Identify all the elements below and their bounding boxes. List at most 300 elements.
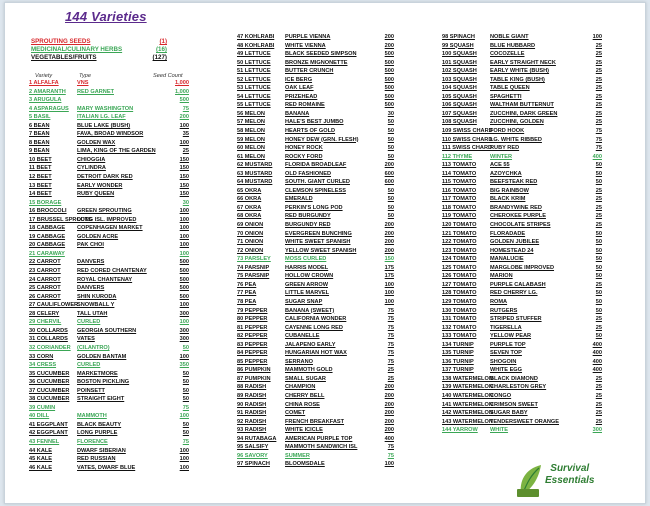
logo-line-2: Essentials — [545, 475, 595, 486]
variety-row — [237, 204, 417, 213]
seed-count: 50 — [595, 247, 602, 254]
variety-row — [29, 224, 209, 233]
seed-count: 50 — [182, 379, 189, 386]
variety-type: MANALUCIE — [490, 256, 524, 263]
variety-row — [237, 59, 417, 68]
variety-name: 135 TURNIP — [442, 350, 474, 357]
variety-row — [442, 204, 622, 213]
variety-type: SMALL SUGAR — [285, 375, 326, 382]
variety-type: ROCKY FORD — [285, 153, 323, 160]
variety-row — [29, 122, 209, 131]
variety-type: CHEROKEE PURPLE — [490, 213, 546, 220]
variety-type: RUBY RED — [490, 145, 520, 152]
variety-name: 122 TOMATO — [442, 239, 477, 246]
variety-row — [237, 341, 417, 350]
variety-row — [442, 401, 622, 410]
variety-name: 73 PARSLEY — [237, 256, 271, 263]
seed-count: 25 — [595, 316, 602, 323]
variety-type: BANANA (SWEET) — [285, 307, 335, 314]
variety-type: POINSETT — [77, 387, 105, 394]
seed-count: 25 — [595, 93, 602, 100]
variety-name: 49 LETTUCE — [237, 51, 271, 58]
variety-row — [237, 144, 417, 153]
variety-row — [442, 195, 622, 204]
variety-type: BLACK KRIM — [490, 196, 526, 203]
variety-type: WHITE — [490, 427, 509, 434]
variety-type: MAMMOTH SANDWICH ISL — [285, 444, 358, 451]
variety-row — [237, 118, 417, 127]
seed-count: 75 — [387, 333, 394, 340]
variety-type: LG. WHITE RIBBED — [490, 136, 542, 143]
seed-count: 50 — [387, 128, 394, 135]
seed-count: 400 — [592, 153, 602, 160]
variety-type: ZUCCHINI, GOLDEN — [490, 119, 544, 126]
seed-count: 175 — [384, 264, 394, 271]
variety-type: ICE BERG — [285, 76, 313, 83]
variety-type: LIMA, KING OF THE GARDEN — [77, 148, 156, 155]
seed-count: 25 — [595, 222, 602, 229]
variety-name: 123 TOMATO — [442, 247, 477, 254]
variety-name: 76 PEA — [237, 281, 257, 288]
variety-type: BIG RAINBOW — [490, 187, 529, 194]
variety-row — [237, 230, 417, 239]
variety-type: LITTLE MARVEL — [285, 290, 330, 297]
variety-row — [29, 429, 209, 438]
variety-type: CRIMSON SWEET — [490, 401, 538, 408]
variety-row — [442, 418, 622, 427]
seed-count: 100 — [179, 456, 189, 463]
variety-type: CHERRY BELL — [285, 392, 325, 399]
variety-row — [29, 250, 209, 259]
variety-row — [29, 464, 209, 473]
logo-line-1: Survival — [550, 463, 590, 474]
variety-row — [237, 93, 417, 102]
variety-type: GEORGIA SOUTHERN — [77, 327, 137, 334]
variety-type — [77, 404, 158, 413]
seed-count: 150 — [179, 156, 189, 163]
variety-type: GREEN SPROUTING — [77, 208, 132, 215]
category-herbs — [31, 46, 167, 54]
variety-name: 136 TURNIP — [442, 358, 474, 365]
variety-name: 137 TURNIP — [442, 367, 474, 374]
variety-name: 90 RADISH — [237, 401, 267, 408]
variety-name: 71 ONION — [237, 239, 264, 246]
logo-text — [545, 463, 594, 487]
variety-row — [29, 395, 209, 404]
variety-row — [237, 315, 417, 324]
variety-name: 4 ASPARAGUS — [29, 105, 69, 112]
variety-name: 26 CARROT — [29, 293, 61, 300]
seed-count: 200 — [384, 162, 394, 169]
variety-row — [442, 144, 622, 153]
seed-count: 50 — [387, 204, 394, 211]
variety-row — [237, 409, 417, 418]
variety-type: VNS — [77, 80, 89, 86]
seed-count: 150 — [179, 165, 189, 172]
seed-count: 500 — [179, 259, 189, 266]
variety-row — [29, 113, 209, 122]
variety-type: BURGUNDY RED — [285, 222, 331, 229]
variety-name: 109 SWISS CHARD — [442, 128, 493, 135]
variety-type: GOLDEN ACRE — [77, 233, 119, 240]
variety-type: GREEN ARROW — [285, 281, 328, 288]
variety-type: BLUE HUBBARD — [490, 42, 536, 49]
seed-count: 75 — [182, 404, 189, 411]
variety-name: 132 TOMATO — [442, 324, 477, 331]
variety-row — [237, 153, 417, 162]
variety-row — [29, 147, 209, 156]
variety-name: 91 RADISH — [237, 410, 267, 417]
variety-type: WHITE EGG — [490, 367, 523, 374]
seed-count: 50 — [595, 273, 602, 280]
seed-count: 100 — [179, 413, 189, 420]
variety-type: ROMA — [490, 298, 508, 305]
variety-row — [237, 349, 417, 358]
seed-count: 200 — [384, 42, 394, 49]
variety-type: WALTHAM BUTTERNUT — [490, 102, 554, 109]
variety-row — [237, 375, 417, 384]
variety-row — [237, 110, 417, 119]
variety-row — [442, 341, 622, 350]
variety-type: CLEMSON SPINELESS — [285, 187, 346, 194]
variety-name: 99 SQUASH — [442, 42, 474, 49]
variety-name: 96 SAVORY — [237, 452, 268, 459]
seed-count: 50 — [387, 145, 394, 152]
seed-count: 300 — [179, 327, 189, 334]
variety-row — [237, 42, 417, 51]
seed-count: 75 — [387, 350, 394, 357]
variety-row — [442, 170, 622, 179]
seed-count: 500 — [384, 59, 394, 66]
variety-row — [442, 298, 622, 307]
variety-row — [237, 332, 417, 341]
variety-row — [442, 349, 622, 358]
variety-name: 101 SQUASH — [442, 59, 477, 66]
variety-type: ITALIAN LG. LEAF — [77, 114, 126, 121]
variety-name: 34 CRESS — [29, 362, 57, 369]
variety-type: FLORIDA BROADLEAF — [285, 162, 347, 169]
variety-name: 127 TOMATO — [442, 281, 477, 288]
variety-row — [29, 318, 209, 327]
variety-row — [442, 409, 622, 418]
variety-row — [442, 272, 622, 281]
variety-type: BOSTON PICKLING — [77, 379, 130, 386]
variety-name: 68 OKRA — [237, 213, 262, 220]
seed-count: 75 — [387, 307, 394, 314]
variety-type: GOLDEN BANTAM — [77, 353, 127, 360]
variety-row — [442, 264, 622, 273]
variety-type: FLORENCE — [77, 438, 108, 445]
category-label: SPROUTING SEEDS — [31, 38, 91, 45]
seed-count: 200 — [384, 427, 394, 434]
variety-name: 3 ARUGULA — [29, 97, 62, 104]
variety-name: 52 LETTUCE — [237, 76, 271, 83]
document-page — [4, 2, 646, 504]
variety-type: HOMESTEAD 24 — [490, 247, 534, 254]
variety-row — [237, 238, 417, 247]
variety-type: EVERGREEN BUNCHING — [285, 230, 352, 237]
variety-row — [237, 255, 417, 264]
category-vegetables — [31, 54, 167, 62]
seed-count: 100 — [179, 242, 189, 249]
variety-name: 93 RADISH — [237, 427, 267, 434]
seed-count: 100 — [592, 34, 602, 40]
variety-type: HALE'S BEST JUMBO — [285, 119, 344, 126]
variety-type: RED CHERRY LG. — [490, 290, 538, 297]
variety-type: AMERICAN PURPLE TOP — [285, 435, 353, 442]
seed-count: 35 — [182, 131, 189, 138]
variety-type — [77, 250, 158, 259]
variety-name: 78 PEA — [237, 298, 257, 305]
variety-row — [442, 127, 622, 136]
seed-count: 100 — [179, 447, 189, 454]
variety-name: 14 BEET — [29, 191, 52, 198]
variety-type: TABLE KING (BUSH) — [490, 76, 545, 83]
variety-name: 144 YARROW — [442, 427, 478, 434]
variety-row — [29, 293, 209, 302]
variety-name: 120 TOMATO — [442, 222, 477, 229]
variety-row — [29, 421, 209, 430]
seed-count: 500 — [179, 268, 189, 275]
variety-name: 6 BEAN — [29, 122, 50, 129]
seed-count: 50 — [595, 239, 602, 246]
seed-count: 50 — [595, 256, 602, 263]
variety-name: 2 AMARANTH — [29, 88, 66, 95]
variety-type: WHITE SWEET SPANISH — [285, 239, 351, 246]
variety-name: 75 PARSNIP — [237, 273, 270, 280]
category-legend — [31, 38, 167, 62]
seed-count: 25 — [595, 51, 602, 58]
variety-name: 86 PUMPKIN — [237, 367, 271, 374]
variety-name: 82 PEPPER — [237, 333, 268, 340]
variety-name: 9 BEAN — [29, 148, 50, 155]
variety-type: SPAGHETTI — [490, 93, 522, 100]
variety-type: BLACK DIAMOND — [490, 375, 538, 382]
variety-row — [29, 233, 209, 242]
variety-type — [77, 96, 158, 105]
variety-name: 10 BEET — [29, 156, 52, 163]
variety-type: HONEY ROCK — [285, 145, 323, 152]
variety-row — [442, 238, 622, 247]
seed-count: 400 — [592, 341, 602, 348]
seed-count: 300 — [179, 310, 189, 317]
variety-row — [29, 455, 209, 464]
variety-name: 16 BROCCOLI — [29, 208, 67, 215]
variety-row — [29, 182, 209, 191]
variety-type: RED RUSSIAN — [77, 456, 116, 463]
seed-count: 25 — [595, 196, 602, 203]
variety-type: EARLY STRAIGHT NECK — [490, 59, 556, 66]
seed-count: 500 — [384, 51, 394, 58]
seed-count: 200 — [384, 384, 394, 391]
variety-row — [237, 67, 417, 76]
variety-row — [237, 392, 417, 401]
seed-count: 400 — [384, 435, 394, 442]
variety-type: NOBLE GIANT — [490, 34, 529, 40]
seed-count: 500 — [179, 97, 189, 104]
variety-name: 50 LETTUCE — [237, 59, 271, 66]
variety-type: OLD FASHIONED — [285, 170, 331, 177]
seed-count: 25 — [595, 187, 602, 194]
variety-type: PURPLE TOP — [490, 341, 526, 348]
variety-name: 67 OKRA — [237, 204, 262, 211]
variety-type: BLACK BEAUTY — [77, 421, 122, 428]
variety-row — [29, 139, 209, 148]
variety-type: ZUCCHINI, DARK GREEN — [490, 110, 558, 117]
variety-name: 80 PEPPER — [237, 316, 268, 323]
variety-type: WHITE ICICLE — [285, 427, 323, 434]
variety-row — [442, 392, 622, 401]
variety-name: 79 PEPPER — [237, 307, 268, 314]
category-label: MEDICINAL/CULINARY HERBS — [31, 46, 123, 53]
header-type: Type — [79, 73, 92, 79]
seed-count: 100 — [179, 233, 189, 240]
variety-name: 74 PARSNIP — [237, 264, 270, 271]
seed-count: 25 — [595, 119, 602, 126]
seed-count: 25 — [595, 85, 602, 92]
variety-type: MAMMOTH GOLD — [285, 367, 333, 374]
seed-count: 25 — [595, 110, 602, 117]
variety-name: 100 SQUASH — [442, 51, 477, 58]
variety-type: CURLED — [77, 362, 101, 369]
variety-row — [237, 418, 417, 427]
variety-name: 129 TOMATO — [442, 298, 477, 305]
seed-count: 75 — [595, 128, 602, 135]
variety-column-3 — [442, 33, 622, 435]
variety-type: DWARF SIBERIAN — [77, 447, 126, 454]
variety-type: AZOYCHKA — [490, 170, 522, 177]
variety-name: 69 ONION — [237, 222, 264, 229]
variety-name: 130 TOMATO — [442, 307, 477, 314]
seed-count: 25 — [595, 102, 602, 109]
variety-name: 48 KOHLRABI — [237, 42, 275, 49]
variety-type: RED CORED CHANTENAY — [77, 268, 147, 275]
variety-row — [442, 93, 622, 102]
variety-name: 44 KALE — [29, 447, 53, 454]
variety-row — [29, 173, 209, 182]
variety-row — [237, 84, 417, 93]
variety-row — [442, 118, 622, 127]
seed-count: 25 — [387, 375, 394, 382]
seed-count: 25 — [595, 418, 602, 425]
seed-count: 1,000 — [175, 80, 189, 86]
variety-name: 131 TOMATO — [442, 316, 477, 323]
seed-count: 500 — [179, 293, 189, 300]
variety-row — [29, 199, 209, 208]
variety-name: 95 SALSIFY — [237, 444, 269, 451]
seed-count: 500 — [384, 76, 394, 83]
variety-row — [442, 76, 622, 85]
seed-count: 200 — [384, 410, 394, 417]
variety-type: HOLLOW CROWN — [285, 273, 334, 280]
variety-row — [237, 443, 417, 452]
variety-row — [29, 216, 209, 225]
variety-name: 94 RUTABAGA — [237, 435, 277, 442]
variety-row — [237, 401, 417, 410]
seed-count: 75 — [182, 105, 189, 112]
variety-row — [442, 332, 622, 341]
variety-row — [237, 272, 417, 281]
variety-row — [237, 136, 417, 145]
seed-count: 50 — [182, 344, 189, 351]
variety-row — [237, 383, 417, 392]
seed-count: 50 — [387, 119, 394, 126]
seed-count: 300 — [592, 427, 602, 434]
variety-name: 115 TOMATO — [442, 179, 477, 186]
variety-name: 72 ONION — [237, 247, 264, 254]
variety-type: LONG ISL. IMPROVED — [77, 216, 137, 223]
seed-count: 500 — [384, 85, 394, 92]
seed-count: 50 — [182, 370, 189, 377]
variety-type: SUGAR SNAP — [285, 298, 323, 305]
seed-count: 150 — [179, 182, 189, 189]
seed-count: 200 — [384, 401, 394, 408]
variety-type: CAYENNE LONG RED — [285, 324, 343, 331]
variety-name: 138 WATERMELON — [442, 375, 493, 382]
variety-type: MOSS CURLED — [285, 256, 327, 263]
variety-name: 140 WATERMELON — [442, 392, 493, 399]
variety-name: 42 EGGPLANT — [29, 430, 68, 437]
variety-row — [442, 59, 622, 68]
variety-name: 126 TOMATO — [442, 273, 477, 280]
variety-name: 112 THYME — [442, 153, 473, 160]
variety-type: BEEFSTEAK RED — [490, 179, 538, 186]
variety-name: 8 BEAN — [29, 139, 50, 146]
variety-row — [237, 264, 417, 273]
leaf-icon — [517, 465, 541, 497]
variety-type: STRIPED STUFFER — [490, 316, 542, 323]
variety-row — [237, 170, 417, 179]
variety-name: 54 LETTUCE — [237, 93, 271, 100]
variety-row — [237, 452, 417, 461]
variety-name: 124 TOMATO — [442, 256, 477, 263]
variety-name: 41 EGGPLANT — [29, 421, 68, 428]
variety-type: SEVEN TOP — [490, 350, 522, 357]
variety-name: 117 TOMATO — [442, 196, 477, 203]
variety-type: RED GARNET — [77, 88, 114, 95]
variety-type: ACE 55 — [490, 162, 510, 169]
variety-name: 30 COLLARDS — [29, 327, 68, 334]
variety-name: 92 RADISH — [237, 418, 267, 425]
variety-type: TALL UTAH — [77, 310, 108, 317]
variety-name: 20 CABBAGE — [29, 242, 66, 249]
variety-row — [237, 187, 417, 196]
variety-type: CUBANELLE — [285, 333, 320, 340]
variety-row — [29, 276, 209, 285]
seed-count: 100 — [384, 461, 394, 468]
variety-type: COPENHAGEN MARKET — [77, 225, 143, 232]
seed-count: 50 — [595, 333, 602, 340]
variety-type: FLORADADE — [490, 230, 526, 237]
variety-type: CHIOGGIA — [77, 156, 106, 163]
seed-count: 200 — [384, 230, 394, 237]
variety-name: 106 SQUASH — [442, 102, 477, 109]
variety-name: 19 CABBAGE — [29, 233, 66, 240]
variety-type: FRENCH BREAKFAST — [285, 418, 345, 425]
variety-type: VATES, DWARF BLUE — [77, 464, 136, 471]
variety-row — [29, 207, 209, 216]
variety-name: 64 MUSTARD — [237, 179, 273, 186]
seed-count: 50 — [387, 187, 394, 194]
variety-type: SHIN KURODA — [77, 293, 117, 300]
seed-count: 25 — [595, 213, 602, 220]
variety-name: 98 SPINACH — [442, 34, 475, 40]
variety-column-1 — [29, 79, 209, 472]
seed-count: 50 — [387, 136, 394, 143]
variety-type: SOUTH. GIANT CURLED — [285, 179, 350, 186]
variety-name: 119 TOMATO — [442, 213, 477, 220]
variety-name: 28 CELERY — [29, 310, 60, 317]
